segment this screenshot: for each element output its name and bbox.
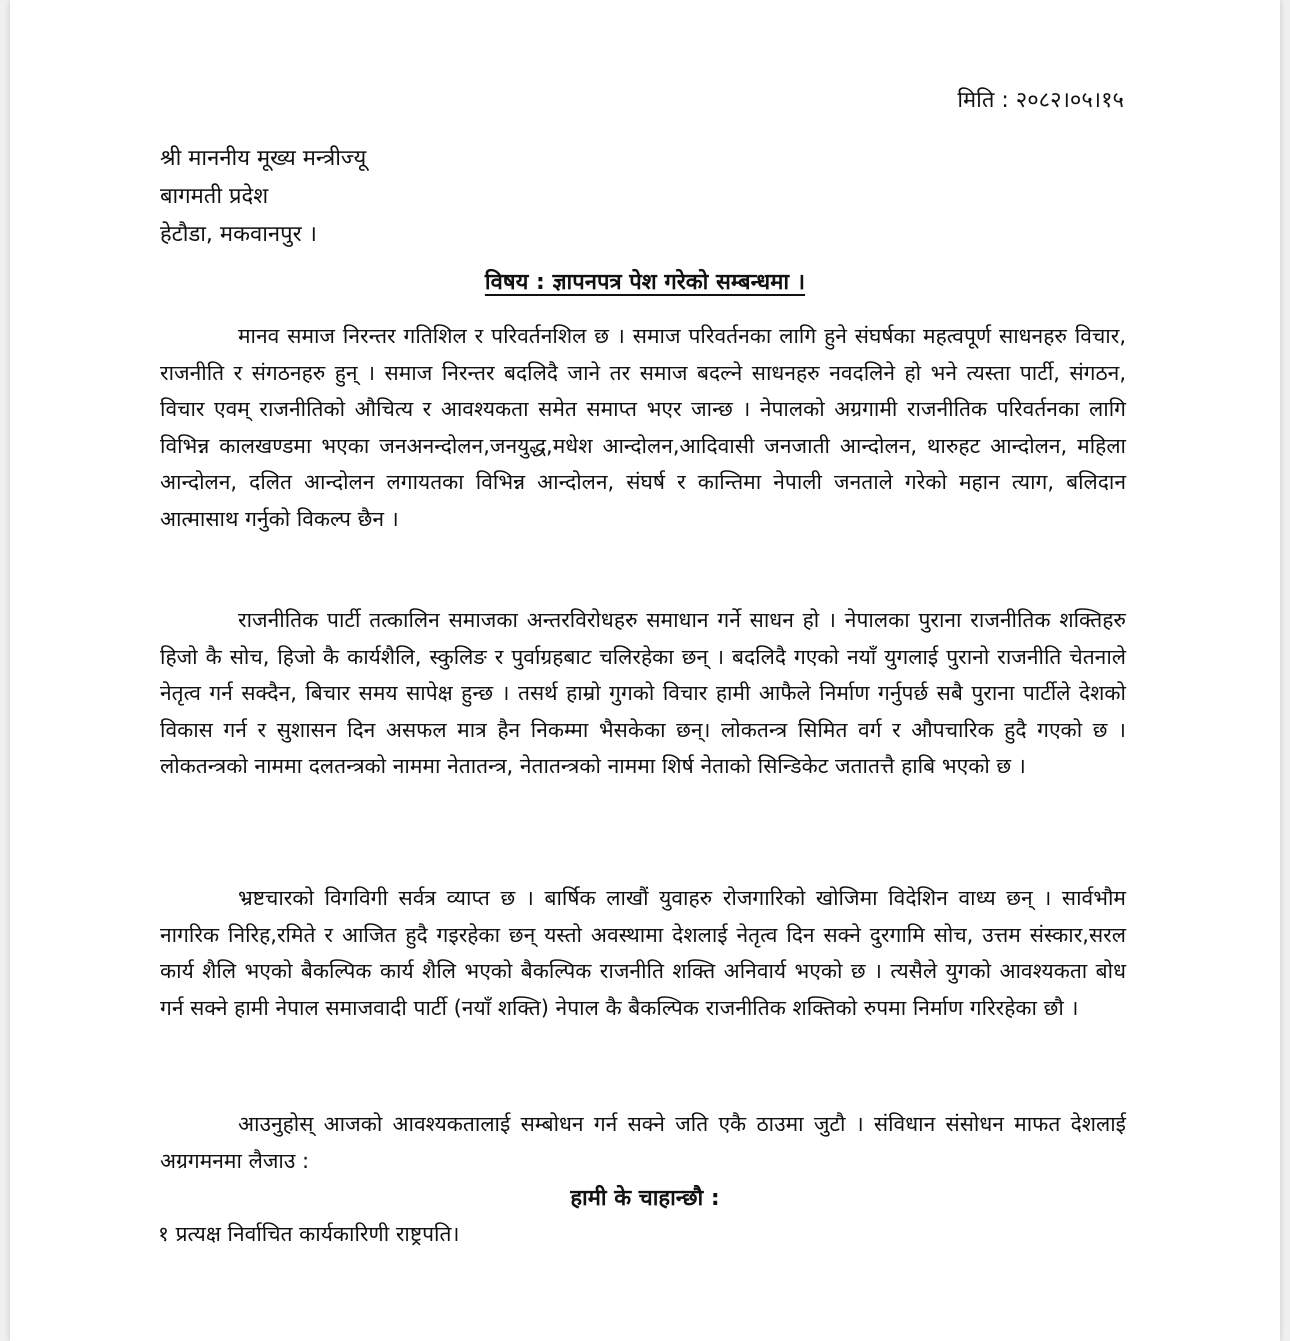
demands-heading: हामी के चाहान्छौ : (570, 1186, 720, 1211)
paragraph-block-3 (160, 880, 1126, 1026)
body-paragraph: मानव समाज निरन्तर गतिशिल र परिवर्तनशिल छ । समाज परिवर्तनका लागि हुने संघर्षका महत्वपूर्ण साधनहरु विचार, राजनीति र संगठनहरु हुन् । समाज निरन्तर बदलिदै जाने तर समाज बदल्ने साधनहरु नवदलिने हो भने त्यस्ता पार्टी, संगठन, विचार एवम् राजनीतिको औचित्य र आवश्यकता समेत समाप्त भएर जान्छ । नेपालको अग्रगामी राजनीतिक परिवर्तनका लागि विभिन्न कालखण्डमा भएका जनअनन्दोलन,जनयुद्ध,मधेश आन्दोलन,आदिवासी जनजाती आन्दोलन, थारुहट आन्दोलन, महिला आन्दोलन, दलित आन्दोलन लगायतका विभिन्न आन्दोलन, संघर्ष र कान्तिमा नेपाली जनताले गरेको महान त्याग, बलिदान आत्मासाथ गर्नुको विकल्प छैन । (160, 324, 1126, 531)
recipient-address (160, 140, 366, 254)
recipient-province: बागमती प्रदेश (160, 184, 269, 209)
demand-item: १ प्रत्यक्ष निर्वाचित कार्यकारिणी राष्ट्रपति। (158, 1222, 460, 1246)
body-paragraph: भ्रष्टचारको विगविगी सर्वत्र व्याप्त छ । बार्षिक लाखौं युवाहरु रोजगारिको खोजिमा विदेशिन वाध्य छन् । सार्वभौम नागरिक निरिह,रमिते र आजित हुदै गइरहेका छन् यस्तो अवस्थामा देशलाई नेतृत्व दिन सक्ने दुरगामि सोच, उत्तम संस्कार,सरल कार्य शैलि भएको बैकल्पिक कार्य शैलि भएको बैकल्पिक राजनीति शक्ति अनिवार्य भएको छ । त्यसैले युगको आवश्यकता बोध गर्न सक्ने हामी नेपाल समाजवादी पार्टी (नयाँ शक्ति) नेपाल कै बैकल्पिक राजनीतिक शक्तिको रुपमा निर्माण गरिरहेका छौ । (160, 886, 1126, 1020)
paragraph-block-1 (160, 318, 1126, 537)
body-paragraph: राजनीतिक पार्टी तत्कालिन समाजका अन्तरविरोधहरु समाधान गर्ने साधन हो । नेपालका पुराना राजनीतिक शक्तिहरु हिजो कै सोच, हिजो कै कार्यशैलि, स्कुलिङ र पुर्वाग्रहबाट चलिरहेका छन् । बदलिदै गएको नयाँ युगलाई पुरानो राजनीति चेतनाले नेतृत्व गर्न सक्दैन, बिचार समय सापेक्ष हुन्छ । तसर्थ हाम्रो गुगको विचार हामी आफैले निर्माण गर्नुपर्छ सबै पुराना पार्टीले देशको विकास गर्न र सुशासन दिन असफल मात्र हैन निकम्मा भैसकेका छन्। लोकतन्त्र सिमित वर्ग र औपचारिक हुदै गएको छ । लोकतन्त्रको नाममा दलतन्त्रको नाममा नेतातन्त्र, नेतातन्त्रको नाममा शिर्ष नेताको सिन्डिकेट जतातत्तै हाबि भएको छ । (160, 608, 1126, 778)
letter-subject (10, 266, 1280, 296)
body-paragraph: आउनुहोस् आजको आवश्यकतालाई सम्बोधन गर्न सक्ने जति एकै ठाउमा जुटौ । संविधान संसोधन माफत देशलाई अग्रगमनमा लैजाउ : (160, 1112, 1126, 1173)
subject-text: विषय : ज्ञापनपत्र पेश गरेको सम्बन्धमा । (484, 270, 806, 295)
letter-date: मिति : २०८२।०५।१५ (957, 88, 1124, 113)
letter-page (10, 0, 1280, 1341)
recipient-location: हेटौडा, मकवानपुर । (160, 222, 317, 247)
paragraph-block-4 (160, 1106, 1126, 1179)
paragraph-block-2 (160, 602, 1126, 785)
recipient-title: श्री माननीय मूख्य मन्त्रीज्यू (160, 146, 367, 171)
